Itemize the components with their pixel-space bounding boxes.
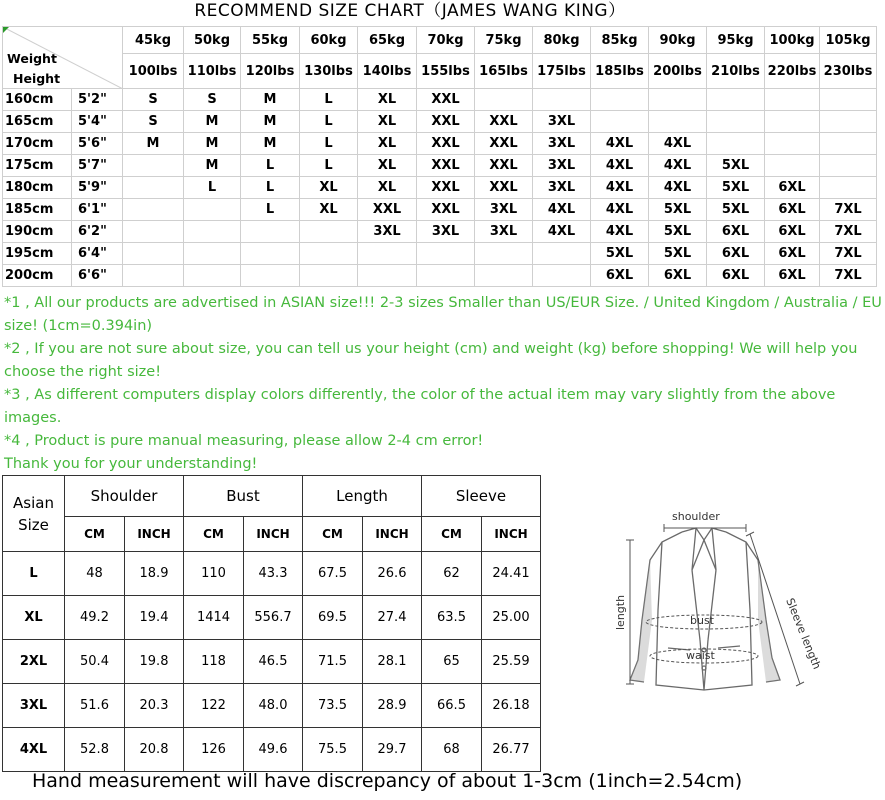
measurement-unit-row: [3, 517, 541, 552]
size-cell: [820, 155, 877, 177]
weight-lbs-header: 140lbs: [358, 54, 417, 89]
size-cell: 3XL: [475, 221, 533, 243]
size-cell: 4XL: [591, 199, 649, 221]
size-row: [3, 89, 877, 111]
size-cell: M: [241, 89, 300, 111]
height-inch-cell: 5'9": [72, 177, 123, 199]
sleeve-header: Sleeve: [422, 476, 541, 517]
size-cell: [241, 265, 300, 287]
size-cell: [184, 199, 241, 221]
height-inch-cell: 5'6": [72, 133, 123, 155]
size-cell: [765, 111, 820, 133]
size-cell: 3XL: [533, 133, 591, 155]
table-corner: [3, 27, 123, 89]
size-cell: [417, 265, 475, 287]
size-cell: XXL: [417, 89, 475, 111]
size-cell: 4XL: [591, 133, 649, 155]
size-cell: 4XL: [533, 221, 591, 243]
size-cell: 3XL: [475, 199, 533, 221]
footer-note: Hand measurement will have discrepancy of about 1-3cm (1inch=2.54cm): [32, 770, 743, 792]
size-cell: XL: [300, 177, 358, 199]
weight-kg-header: 70kg: [417, 27, 475, 54]
measurement-value: 18.9: [125, 552, 184, 596]
asian-size-cell: 3XL: [3, 684, 65, 728]
unit-inch: INCH: [363, 517, 422, 552]
unit-inch: INCH: [244, 517, 303, 552]
size-cell: [358, 265, 417, 287]
size-cell: 4XL: [649, 177, 707, 199]
measurement-value: 48.0: [244, 684, 303, 728]
waist-label: waist: [686, 649, 715, 662]
size-cell: M: [184, 155, 241, 177]
size-cell: [123, 199, 184, 221]
measurement-value: 118: [184, 640, 244, 684]
weight-lbs-header: 230lbs: [820, 54, 877, 89]
size-cell: 6XL: [765, 265, 820, 287]
size-cell: [533, 89, 591, 111]
measurement-value: 63.5: [422, 596, 482, 640]
measurement-value: 24.41: [482, 552, 541, 596]
measurement-value: 49.2: [65, 596, 125, 640]
size-cell: M: [123, 133, 184, 155]
size-cell: 6XL: [765, 199, 820, 221]
size-cell: 5XL: [707, 199, 765, 221]
weight-kg-header: 75kg: [475, 27, 533, 54]
height-inch-cell: 6'6": [72, 265, 123, 287]
size-cell: 3XL: [533, 111, 591, 133]
size-cell: 4XL: [649, 133, 707, 155]
measurement-value: 20.3: [125, 684, 184, 728]
measurement-value: 66.5: [422, 684, 482, 728]
measurement-value: 19.8: [125, 640, 184, 684]
jacket-outline: [630, 528, 780, 690]
weight-kg-row: [3, 27, 877, 54]
size-cell: [591, 111, 649, 133]
weight-lbs-header: 185lbs: [591, 54, 649, 89]
measurement-value: 49.6: [244, 728, 303, 772]
size-cell: [475, 265, 533, 287]
size-cell: [300, 265, 358, 287]
height-cm-cell: 170cm: [3, 133, 72, 155]
size-row: [3, 265, 877, 287]
size-cell: S: [123, 111, 184, 133]
weight-kg-header: 100kg: [765, 27, 820, 54]
asian-size-cell: 4XL: [3, 728, 65, 772]
height-cm-cell: 165cm: [3, 111, 72, 133]
measurement-value: 52.8: [65, 728, 125, 772]
note-2: *2 , If you are not sure about size, you can tell us your height (cm) and weight (kg) before shopping! We will help you choose the right size!: [4, 341, 858, 380]
size-cell: L: [241, 199, 300, 221]
weight-lbs-header: 200lbs: [649, 54, 707, 89]
weight-lbs-header: 175lbs: [533, 54, 591, 89]
size-cell: XXL: [475, 155, 533, 177]
size-cell: L: [184, 177, 241, 199]
measurement-value: 26.6: [363, 552, 422, 596]
size-cell: 7XL: [820, 265, 877, 287]
size-cell: [649, 111, 707, 133]
measurement-value: 27.4: [363, 596, 422, 640]
measurement-value: 28.9: [363, 684, 422, 728]
notes-block: [4, 292, 882, 476]
height-cm-cell: 195cm: [3, 243, 72, 265]
size-cell: 6XL: [649, 265, 707, 287]
height-inch-cell: 6'1": [72, 199, 123, 221]
weight-lbs-header: 100lbs: [123, 54, 184, 89]
size-cell: 6XL: [765, 221, 820, 243]
size-cell: [707, 133, 765, 155]
size-cell: [184, 243, 241, 265]
size-cell: XL: [358, 111, 417, 133]
bust-header: Bust: [184, 476, 303, 517]
height-axis-label: Height: [13, 71, 61, 86]
size-cell: XXL: [417, 199, 475, 221]
size-cell: 6XL: [707, 221, 765, 243]
measurement-row: [3, 684, 541, 728]
measurement-value: 51.6: [65, 684, 125, 728]
measurement-value: 29.7: [363, 728, 422, 772]
size-cell: [241, 221, 300, 243]
size-row: [3, 133, 877, 155]
size-cell: XXL: [417, 177, 475, 199]
size-cell: [533, 243, 591, 265]
size-row: [3, 221, 877, 243]
size-cell: 6XL: [707, 265, 765, 287]
size-cell: L: [300, 155, 358, 177]
size-cell: XL: [358, 155, 417, 177]
weight-kg-header: 95kg: [707, 27, 765, 54]
size-cell: 6XL: [707, 243, 765, 265]
size-cell: XXL: [417, 133, 475, 155]
measurement-body: [3, 552, 541, 772]
height-inch-cell: 6'2": [72, 221, 123, 243]
measurement-row: [3, 552, 541, 596]
asian-size-cell: 2XL: [3, 640, 65, 684]
size-cell: M: [241, 133, 300, 155]
sleeve-length-label: Sleeve length: [783, 596, 824, 672]
measurement-value: 48: [65, 552, 125, 596]
weight-kg-header: 50kg: [184, 27, 241, 54]
size-cell: 6XL: [765, 177, 820, 199]
size-cell: 4XL: [591, 221, 649, 243]
size-row: [3, 155, 877, 177]
shoulder-measure: [664, 524, 746, 532]
asian-size-cell: XL: [3, 596, 65, 640]
size-cell: 6XL: [591, 265, 649, 287]
measurement-group-row: [3, 476, 541, 517]
weight-lbs-header: 110lbs: [184, 54, 241, 89]
note-3: *3 , As different computers display colors differently, the color of the actual item may vary slightly from the above images.: [4, 387, 836, 426]
unit-inch: INCH: [482, 517, 541, 552]
size-cell: 5XL: [707, 177, 765, 199]
size-row: [3, 111, 877, 133]
height-inch-cell: 5'7": [72, 155, 123, 177]
weight-lbs-header: 220lbs: [765, 54, 820, 89]
size-cell: 4XL: [533, 199, 591, 221]
measurement-table: [2, 475, 541, 772]
weight-lbs-header: 120lbs: [241, 54, 300, 89]
measurement-value: 73.5: [303, 684, 363, 728]
length-label: length: [614, 594, 627, 630]
measurement-value: 556.7: [244, 596, 303, 640]
size-cell: [707, 89, 765, 111]
size-cell: L: [241, 155, 300, 177]
size-cell: [765, 89, 820, 111]
size-cell: S: [123, 89, 184, 111]
shoulder-header: Shoulder: [65, 476, 184, 517]
measurement-value: 25.00: [482, 596, 541, 640]
length-measure: [626, 540, 634, 684]
measurement-value: 122: [184, 684, 244, 728]
height-cm-cell: 175cm: [3, 155, 72, 177]
measurement-value: 67.5: [303, 552, 363, 596]
size-cell: [533, 265, 591, 287]
size-cell: L: [300, 111, 358, 133]
height-cm-cell: 160cm: [3, 89, 72, 111]
size-cell: 3XL: [417, 221, 475, 243]
size-cell: [475, 243, 533, 265]
weight-kg-header: 60kg: [300, 27, 358, 54]
measurement-value: 65: [422, 640, 482, 684]
weight-kg-header: 85kg: [591, 27, 649, 54]
size-cell: [417, 243, 475, 265]
weight-axis-label: Weight: [7, 51, 57, 66]
size-cell: L: [300, 89, 358, 111]
measurement-value: 75.5: [303, 728, 363, 772]
weight-kg-header: 65kg: [358, 27, 417, 54]
size-cell: [765, 133, 820, 155]
unit-cm: CM: [184, 517, 244, 552]
size-cell: M: [184, 133, 241, 155]
weight-lbs-header: 210lbs: [707, 54, 765, 89]
size-cell: XXL: [475, 177, 533, 199]
height-inch-cell: 5'2": [72, 89, 123, 111]
measurement-value: 1414: [184, 596, 244, 640]
measurement-value: 126: [184, 728, 244, 772]
measurement-row: [3, 640, 541, 684]
height-cm-cell: 180cm: [3, 177, 72, 199]
measurement-value: 26.18: [482, 684, 541, 728]
size-cell: XXL: [475, 133, 533, 155]
size-cell: [241, 243, 300, 265]
height-inch-cell: 5'4": [72, 111, 123, 133]
weight-kg-header: 80kg: [533, 27, 591, 54]
note-1: *1 , All our products are advertised in ASIAN size!!! 2-3 sizes Smaller than US/EUR Size. / United Kingdom / Australia / EU size! (1cm=0.394in): [4, 295, 882, 334]
size-cell: 5XL: [707, 155, 765, 177]
size-cell: 5XL: [591, 243, 649, 265]
size-cell: [707, 111, 765, 133]
weight-kg-header: 45kg: [123, 27, 184, 54]
size-cell: [820, 177, 877, 199]
size-cell: [184, 221, 241, 243]
jacket-diagram: [600, 500, 830, 710]
recommend-size-table: [2, 26, 877, 287]
size-cell: S: [184, 89, 241, 111]
size-cell: [123, 243, 184, 265]
measurement-row: [3, 596, 541, 640]
size-cell: 7XL: [820, 199, 877, 221]
height-cm-cell: 185cm: [3, 199, 72, 221]
weight-lbs-row: [3, 54, 877, 89]
size-cell: [358, 243, 417, 265]
asian-size-cell: L: [3, 552, 65, 596]
size-cell: XL: [358, 89, 417, 111]
size-row: [3, 177, 877, 199]
size-cell: [649, 89, 707, 111]
shoulder-label: shoulder: [672, 510, 720, 523]
measurement-value: 69.5: [303, 596, 363, 640]
size-cell: 7XL: [820, 221, 877, 243]
measurement-value: 50.4: [65, 640, 125, 684]
measurement-value: 19.4: [125, 596, 184, 640]
asian-label: Asian: [13, 493, 54, 512]
size-row: [3, 243, 877, 265]
size-cell: XXL: [358, 199, 417, 221]
size-cell: 4XL: [649, 155, 707, 177]
weight-lbs-header: 165lbs: [475, 54, 533, 89]
height-cm-cell: 200cm: [3, 265, 72, 287]
size-cell: 5XL: [649, 221, 707, 243]
note-4: *4 , Product is pure manual measuring, please allow 2-4 cm error!: [4, 433, 484, 449]
size-cell: [300, 221, 358, 243]
unit-cm: CM: [303, 517, 363, 552]
size-cell: 4XL: [591, 155, 649, 177]
size-chart-body: [3, 89, 877, 287]
weight-lbs-header: 155lbs: [417, 54, 475, 89]
unit-cm: CM: [422, 517, 482, 552]
unit-inch: INCH: [125, 517, 184, 552]
measurement-value: 46.5: [244, 640, 303, 684]
size-cell: L: [300, 133, 358, 155]
size-cell: 4XL: [591, 177, 649, 199]
measurement-value: 43.3: [244, 552, 303, 596]
size-cell: [765, 155, 820, 177]
size-cell: 3XL: [533, 155, 591, 177]
size-cell: L: [241, 177, 300, 199]
height-cm-cell: 190cm: [3, 221, 72, 243]
size-cell: M: [184, 111, 241, 133]
size-cell: [820, 89, 877, 111]
height-inch-cell: 6'4": [72, 243, 123, 265]
size-cell: [123, 155, 184, 177]
measurement-row: [3, 728, 541, 772]
size-cell: [820, 111, 877, 133]
unit-cm: CM: [65, 517, 125, 552]
note-thanks: Thank you for your understanding!: [4, 456, 258, 472]
size-cell: [184, 265, 241, 287]
chart-title: RECOMMEND SIZE CHART（JAMES WANG KING）: [194, 1, 626, 21]
size-cell: XXL: [417, 111, 475, 133]
size-cell: [123, 177, 184, 199]
measurement-value: 62: [422, 552, 482, 596]
bust-label: bust: [690, 614, 714, 627]
size-cell: [123, 265, 184, 287]
size-cell: 5XL: [649, 243, 707, 265]
measurement-value: 68: [422, 728, 482, 772]
size-cell: XXL: [475, 111, 533, 133]
size-cell: [475, 89, 533, 111]
size-cell: 3XL: [533, 177, 591, 199]
measurement-value: 20.8: [125, 728, 184, 772]
measurement-value: 25.59: [482, 640, 541, 684]
measurement-value: 110: [184, 552, 244, 596]
asian-size-header: [3, 476, 65, 552]
size-cell: XXL: [417, 155, 475, 177]
size-row: [3, 199, 877, 221]
size-cell: 6XL: [765, 243, 820, 265]
size-cell: 5XL: [649, 199, 707, 221]
size-cell: M: [241, 111, 300, 133]
size-cell: 7XL: [820, 243, 877, 265]
size-label: Size: [18, 515, 49, 534]
size-cell: [123, 221, 184, 243]
length-header: Length: [303, 476, 422, 517]
measurement-value: 28.1: [363, 640, 422, 684]
weight-lbs-header: 130lbs: [300, 54, 358, 89]
measurement-value: 26.77: [482, 728, 541, 772]
size-cell: XL: [300, 199, 358, 221]
size-cell: [591, 89, 649, 111]
size-cell: XL: [358, 177, 417, 199]
weight-kg-header: 90kg: [649, 27, 707, 54]
weight-kg-header: 105kg: [820, 27, 877, 54]
size-cell: XL: [358, 133, 417, 155]
size-cell: 3XL: [358, 221, 417, 243]
size-cell: [820, 133, 877, 155]
measurement-value: 71.5: [303, 640, 363, 684]
weight-kg-header: 55kg: [241, 27, 300, 54]
size-cell: [300, 243, 358, 265]
